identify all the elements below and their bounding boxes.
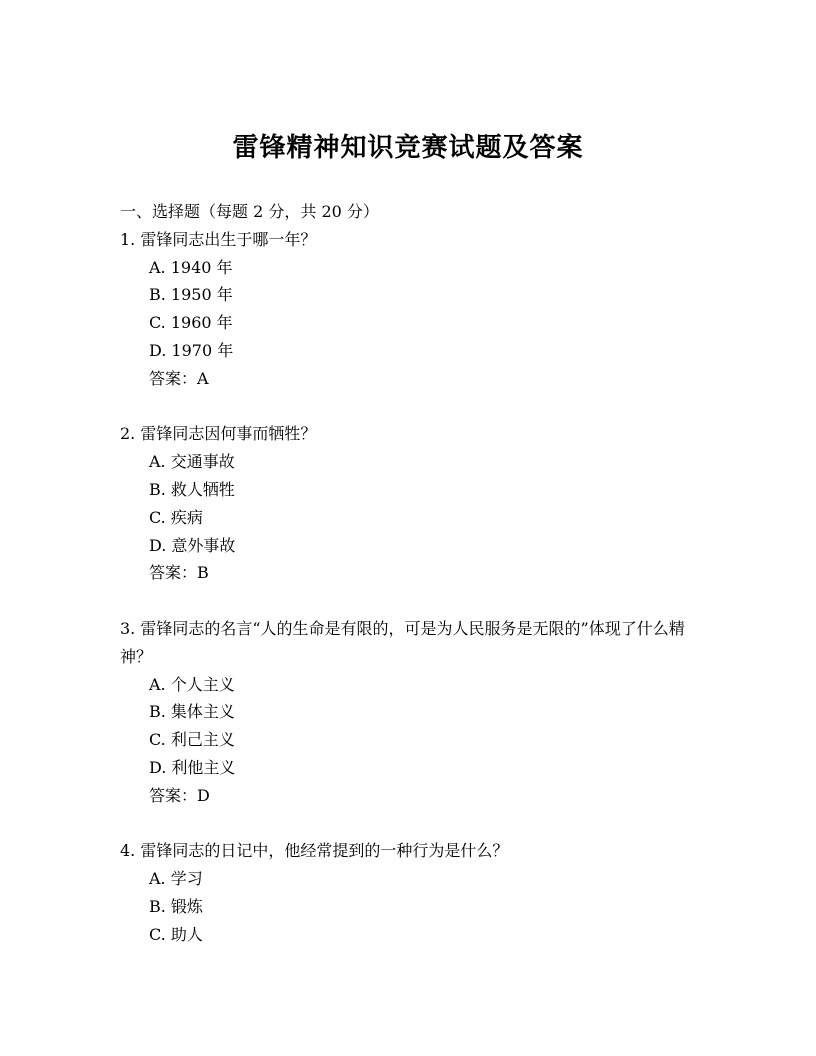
page-title: 雷锋精神知识竞赛试题及答案 xyxy=(232,133,584,163)
option-a: A. 学习 xyxy=(149,869,203,889)
spacer xyxy=(120,587,720,615)
question-block xyxy=(120,615,720,810)
question-text: 1. 雷锋同志出生于哪一年？ xyxy=(120,229,317,249)
spacer xyxy=(120,810,720,838)
answer: 答案：D xyxy=(149,785,210,805)
option-b: B. 集体主义 xyxy=(149,702,235,722)
question-text: 2. 雷锋同志因何事而牺牲？ xyxy=(120,424,317,444)
spacer xyxy=(120,393,720,421)
option-c: C. 助人 xyxy=(149,924,203,944)
option-a: A. 交通事故 xyxy=(149,452,235,472)
option-c: C. 利己主义 xyxy=(149,730,235,750)
option-d: D. 意外事故 xyxy=(149,535,236,555)
option-a: A. 个人主义 xyxy=(149,674,235,694)
option-c: C. 疾病 xyxy=(149,507,203,527)
option-b: B. 1950 年 xyxy=(149,285,233,305)
option-a: A. 1940 年 xyxy=(149,257,233,277)
option-d: D. 利他主义 xyxy=(149,757,236,777)
option-c: C. 1960 年 xyxy=(149,313,233,333)
question-text: 3. 雷锋同志的名言“人的生命是有限的，可是为人民服务是无限的”体现了什么精神？ xyxy=(120,618,685,666)
answer: 答案：A xyxy=(149,368,209,388)
option-d: D. 1970 年 xyxy=(149,340,234,360)
option-b: B. 锻炼 xyxy=(149,896,203,916)
quiz-content xyxy=(120,198,720,949)
section-heading: 一、选择题（每题 2 分，共 20 分） xyxy=(120,202,379,221)
question-block xyxy=(120,420,720,587)
answer: 答案：B xyxy=(149,563,209,583)
question-text: 4. 雷锋同志的日记中，他经常提到的一种行为是什么？ xyxy=(120,841,509,861)
question-block xyxy=(120,226,720,393)
question-block xyxy=(120,837,720,948)
option-b: B. 救人牺牲 xyxy=(149,479,235,499)
